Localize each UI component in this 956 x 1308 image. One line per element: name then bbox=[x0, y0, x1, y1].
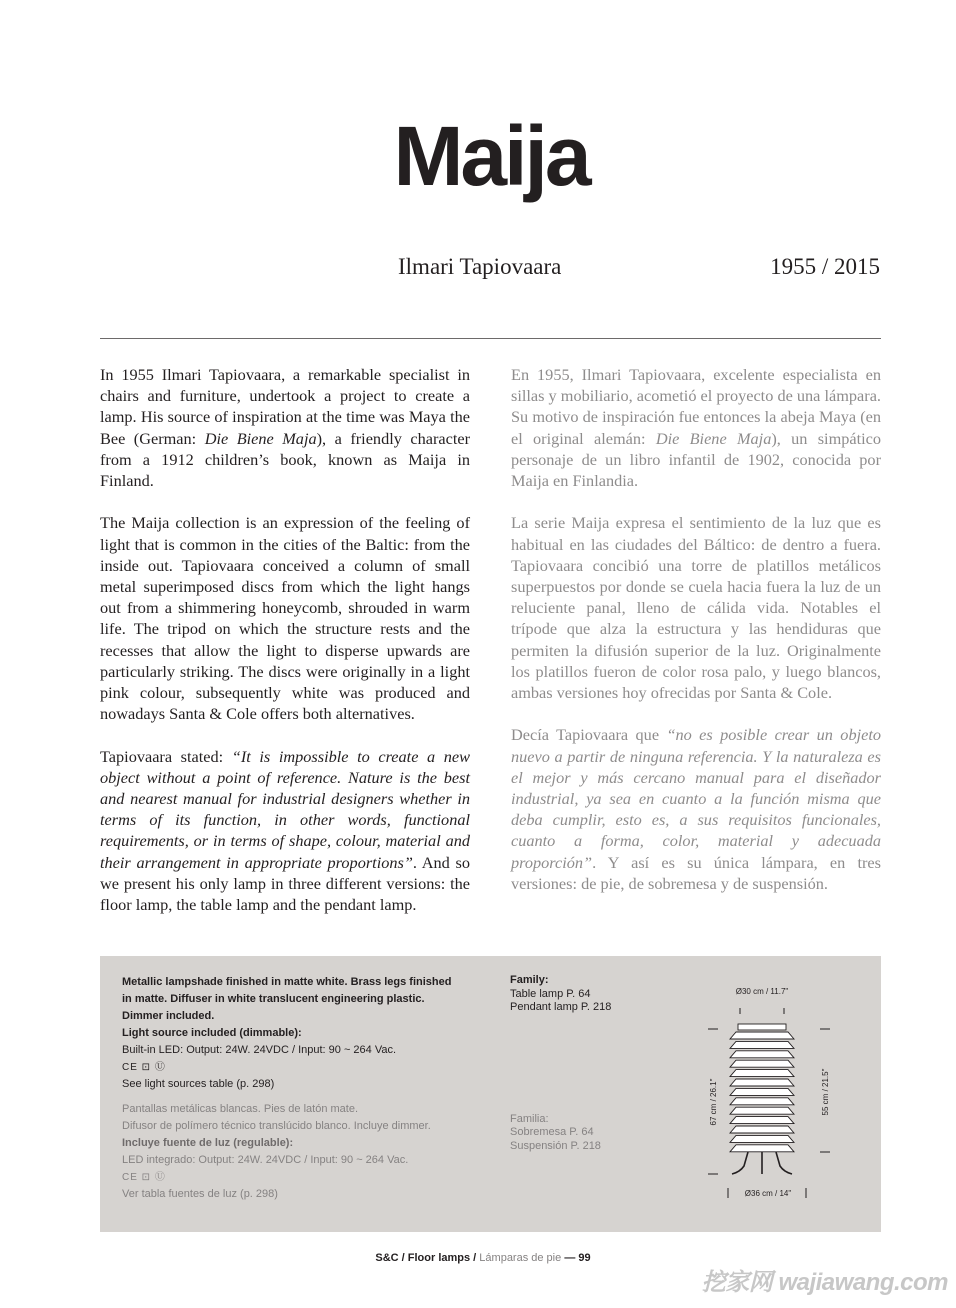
spec-es-light-title: Incluye fuente de luz (regulable): bbox=[122, 1137, 294, 1149]
familia-item: Sobremesa P. 64 bbox=[510, 1126, 594, 1138]
en-paragraph-2: The Maija collection is an expression of the feeling of light that is common in the cities of the Baltic: from the inside out. Tapiovaara conceived a column of small metal superimposed discs from which the light hangs out from a shimmering honeycomb, shrouded in warm life. The tripod on which the structure rests and the recesses that allow the light to disperse upwards are particularly striking. The discs were originally in a light pink colour, subsequently white was produced and nowadays Santa & Cole offers both alternatives. bbox=[100, 513, 470, 724]
spec-en-line: Dimmer included. bbox=[122, 1010, 215, 1022]
english-column bbox=[100, 364, 470, 936]
page-number: — 99 bbox=[564, 1252, 591, 1264]
spec-es-see: Ver tabla fuentes de luz (p. 298) bbox=[122, 1188, 278, 1200]
es-paragraph-2: La serie Maija expresa el sentimiento de la luz que es habitual en las ciudades del Báltico: de dentro a fuera. Tapiovaara concibió una torre de platillos metálicos superpuestos por donde se cuela hacia fuera la luz de un reluciente panal, lleno de cálida vida. Notables el trípode que alza la estructura y las hendiduras que permiten la difusión superior de la luz. Originalmente los platillos fueron de color rosa palo, y luego blancos, ambas versiones hoy ofrecidas por Santa & Cole. bbox=[511, 513, 881, 703]
shade-disc bbox=[730, 1070, 794, 1077]
page-title: Maija bbox=[393, 109, 589, 203]
spec-text bbox=[122, 974, 492, 1203]
lamp-shade bbox=[730, 1024, 794, 1152]
shade-disc bbox=[730, 1117, 794, 1124]
spec-panel bbox=[100, 956, 881, 1232]
shade-disc bbox=[730, 1041, 794, 1048]
shade-disc bbox=[730, 1060, 794, 1067]
shade-disc bbox=[730, 1098, 794, 1105]
total-height-label: 67 cm / 26.1" bbox=[709, 1078, 718, 1126]
certification-icons-es: CE ⊡ Ⓤ bbox=[122, 1172, 166, 1183]
footer-brand: S&C / Floor lamps / bbox=[375, 1252, 477, 1264]
shade-disc bbox=[730, 1032, 794, 1039]
familia-item: Suspensión P. 218 bbox=[510, 1139, 601, 1152]
shade-disc bbox=[730, 1088, 794, 1095]
designer-name: Ilmari Tapiovaara bbox=[398, 254, 562, 279]
spec-en-line: Metallic lampshade finished in matte white. Brass legs finished bbox=[122, 976, 452, 988]
spec-en-light-title: Light source included (dimmable): bbox=[122, 1027, 302, 1039]
es-paragraph-1: En 1955, Ilmari Tapiovaara, excelente especialista en sillas y mobiliario, acometió el proyecto de una lámpara. Su motivo de inspiración fue entonces la abeja Maya (en el original alemán: Die Biene Maja), un simpático personaje de un libro infantil de 1902, conocida por Maija en Finlandia. bbox=[511, 365, 882, 491]
shade-disc bbox=[730, 1079, 794, 1086]
spec-en-see: See light sources table (p. 298) bbox=[122, 1078, 275, 1090]
divider bbox=[100, 338, 881, 339]
shade-disc bbox=[730, 1051, 794, 1058]
shade-top bbox=[738, 1024, 786, 1030]
certification-icons: CE ⊡ Ⓤ bbox=[122, 1062, 166, 1073]
shade-disc bbox=[730, 1135, 794, 1142]
en-paragraph-3: Tapiovaara stated: “It is impossible to create a new object without a point of reference. Nature is the best and nearest manual for industrial designers whether in terms of its function, in other words, functional requirements, or in terms of shape, colour, material and their arrangement in appropriate proportions”. And so we present his only lamp in three different versions: the floor lamp, the table lamp and the pendant lamp. bbox=[100, 746, 470, 915]
years: 1955 / 2015 bbox=[770, 254, 880, 279]
watermark: 挖家网 wajiawang.com bbox=[701, 1269, 948, 1296]
spec-es-line: Pantallas metálicas blancas. Pies de latón mate. bbox=[122, 1103, 359, 1115]
spec-en-led: Built-in LED: Output: 24W. 24VDC / Input: 90 ~ 264 Vac. bbox=[122, 1044, 397, 1056]
familia-title: Familia: bbox=[510, 1112, 549, 1125]
lamp-dimension-diagram bbox=[680, 976, 870, 1226]
es-paragraph-3: Decía Tapiovaara que “no es posible crear un objeto nuevo a partir de ninguna referencia. Y la naturaleza es el mejor y más cercano manual para el diseñador industrial, ya sea en cuanto a la función misma que deba cumplir, esto es, a sus requisitos funcionales, cuanto a forma, color, material y adecuada proporción”. Y así es su única lámpara, en tres versiones: de pie, de sobremesa y de suspensión. bbox=[511, 725, 882, 893]
base-width-label: Ø36 cm / 14" bbox=[744, 1189, 792, 1198]
lamp-legs bbox=[732, 1152, 792, 1174]
top-width-label: Ø30 cm / 11.7" bbox=[735, 987, 789, 996]
family-item: Table lamp P. 64 bbox=[510, 987, 591, 1000]
shade-disc bbox=[730, 1107, 794, 1114]
spanish-column bbox=[511, 364, 881, 915]
family-block bbox=[510, 974, 670, 1153]
spec-es-line: Difusor de polímero técnico translúcido blanco. Incluye dimmer. bbox=[122, 1120, 431, 1132]
spec-en-line: in matte. Diffuser in white translucent engineering plastic. bbox=[122, 993, 425, 1005]
family-title: Family: bbox=[510, 974, 549, 986]
shade-height-label: 55 cm / 21.5" bbox=[821, 1068, 830, 1116]
en-paragraph-1: In 1955 Ilmari Tapiovaara, a remarkable specialist in chairs and furniture, undertook a project to create a lamp. His source of inspiration at the time was Maya the Bee (German: Die Biene Maja), a friendly character from a 1912 children’s book, known as Maija in Finland. bbox=[100, 365, 471, 491]
shade-disc bbox=[730, 1145, 794, 1152]
footer-spanish: Lámparas de pie bbox=[479, 1252, 562, 1264]
family-item: Pendant lamp P. 218 bbox=[510, 1001, 612, 1013]
shade-disc bbox=[730, 1126, 794, 1133]
spec-es-led: LED integrado: Output: 24W. 24VDC / Input: 90 ~ 264 Vac. bbox=[122, 1154, 409, 1166]
